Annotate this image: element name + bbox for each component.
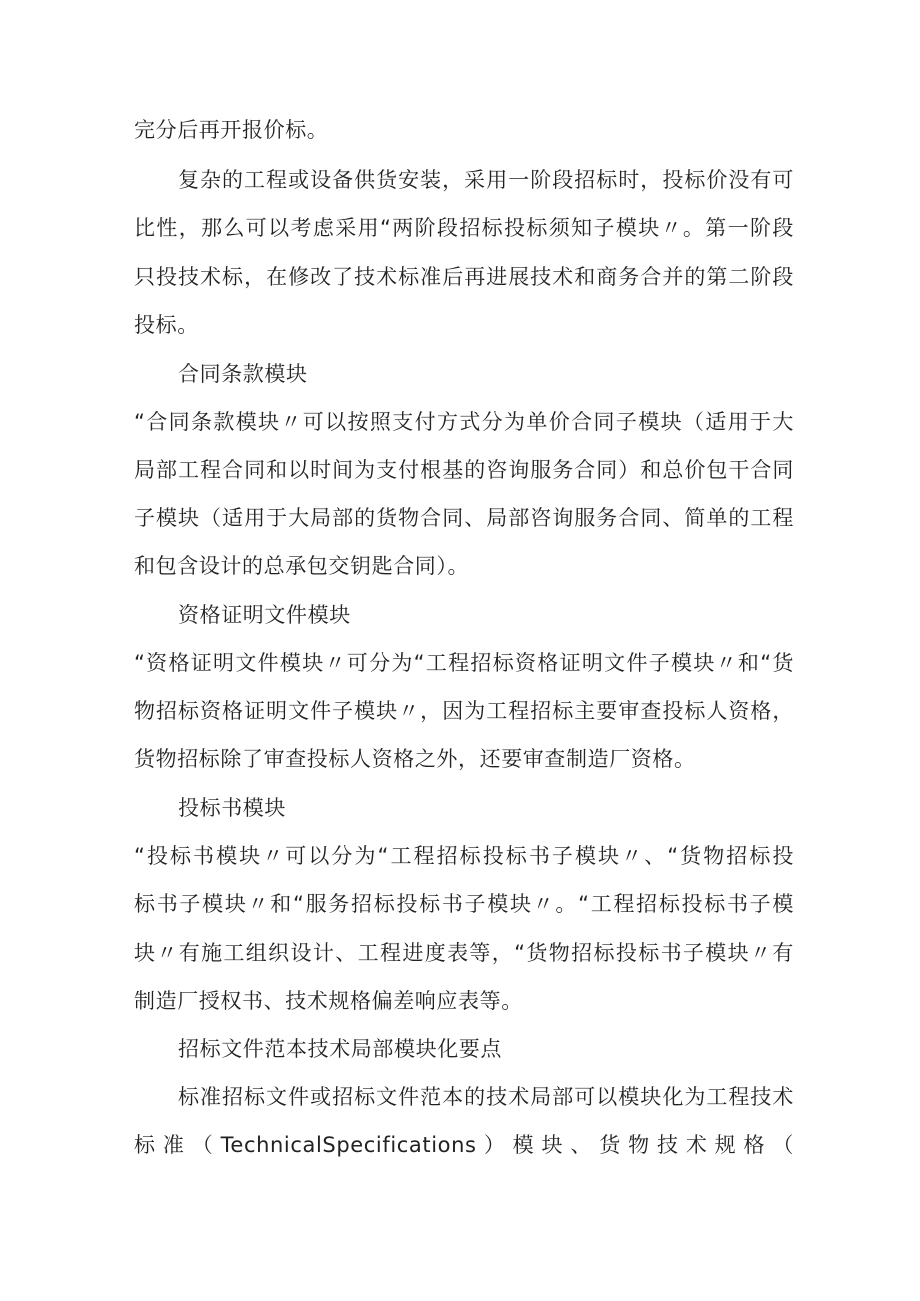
text-line: “投标书模块〃可以分为“工程招标投标书子模块〃、“货物招标投: [134, 844, 794, 868]
text-line: “资格证明文件模块〃可分为“工程招标资格证明文件子模块〃和“货: [134, 651, 794, 675]
text-line: 完分后再开报价标。: [134, 118, 329, 142]
text-line: 子模块（适用于大局部的货物合同、局部咨询服务合同、简单的工程: [134, 506, 794, 530]
text-line: 标准（TechnicalSpecifications）模块、货物技术规格（: [134, 1133, 794, 1157]
text-line: 局部工程合同和以时间为支付根基的咨询服务合同）和总价包干合同: [134, 458, 794, 482]
text-line: “合同条款模块〃可以按照支付方式分为单价合同子模块（适用于大: [134, 410, 794, 434]
text-line: 和包含设计的总承包交钥匙合同）。: [134, 554, 470, 578]
text-line: 货物招标除了审查投标人资格之外，还要审查制造厂资格。: [134, 747, 696, 771]
text-line: 块〃有施工组织设计、工程进度表等，“货物招标投标书子模块〃有: [134, 941, 794, 965]
text-line: 标书子模块〃和“服务招标投标书子模块〃。“工程招标投标书子模: [134, 892, 794, 916]
section-heading: 合同条款模块: [178, 362, 308, 386]
text-line: 只投技术标，在修改了技术标准后再进展技术和商务合并的第二阶段: [134, 265, 794, 289]
text-line: 投标。: [134, 313, 199, 337]
text-line: 比性，那么可以考虑采用“两阶段招标投标须知子模块〃。第一阶段: [134, 216, 794, 240]
text-line: 复杂的工程或设备供货安装，采用一阶段招标时，投标价没有可: [178, 168, 794, 192]
section-heading: 投标书模块: [178, 796, 286, 820]
section-heading: 资格证明文件模块: [178, 603, 351, 627]
text-line: 物招标资格证明文件子模块〃，因为工程招标主要审查投标人资格，: [134, 699, 794, 723]
text-line: 标准招标文件或招标文件范本的技术局部可以模块化为工程技术: [178, 1085, 794, 1109]
text-line: 制造厂授权书、技术规格偏差响应表等。: [134, 989, 523, 1013]
section-heading: 招标文件范本技术局部模块化要点: [178, 1037, 502, 1061]
